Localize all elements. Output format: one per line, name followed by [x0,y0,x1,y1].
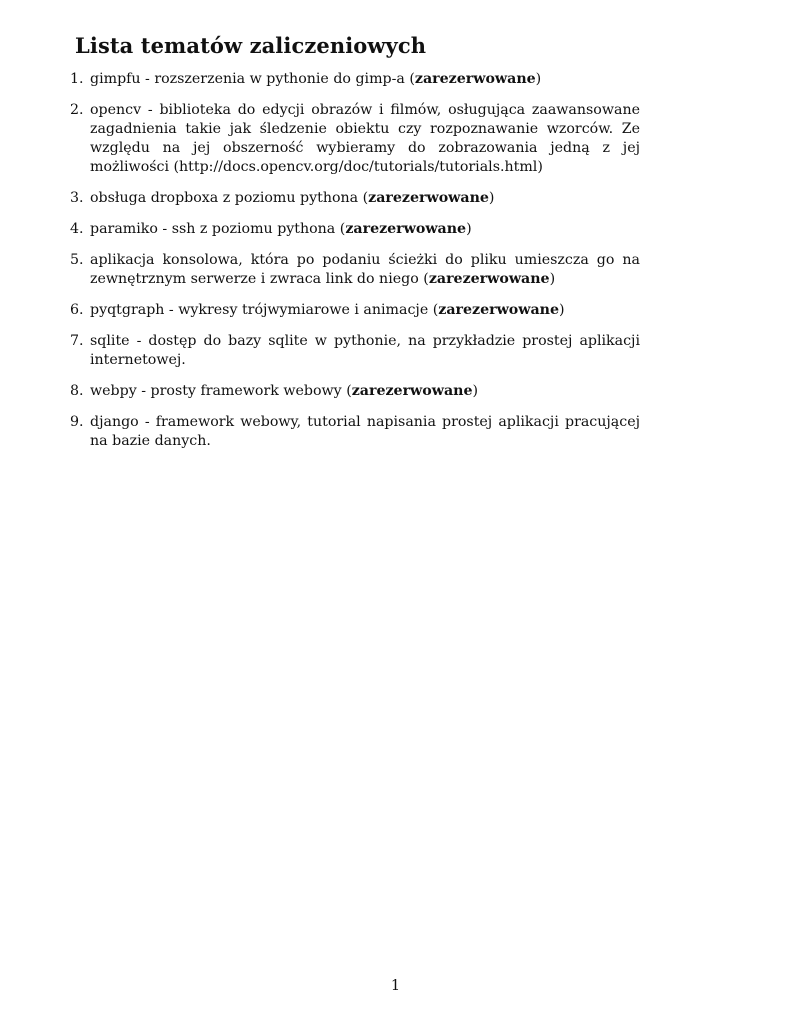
topic-description: aplikacja konsolowa, która po podaniu ścieżki do pliku umieszcza go na zewnętrznym serwerze i zwraca link do niego [90,252,640,287]
topic-item-6 [0,301,640,320]
topic-description: obsługa dropboxa z poziomu pythona [90,190,359,206]
reserved-label: zarezerwowane [351,383,473,399]
reserved-label: zarezerwowane [368,190,489,206]
topic-item-4 [0,220,640,239]
topic-number: 4. [70,221,84,237]
topic-number: 8. [70,383,84,399]
topic-description: opencv - biblioteka do edycji obrazów i filmów, osługująca zaawansowane zagadnienia takie jak śledzenie obiektu czy rozpoznawanie wzorców. Ze względu na jej obszerność wybieramy do zobrazowania jedną z jej możliwości (http://docs.opencv.org/doc/tutorials/tutorials.html) [90,102,640,175]
reserved-note: (zarezerwowane) [423,271,556,287]
topic-description: django - framework webowy, tutorial napisania prostej aplikacji pracującej na bazie danych. [90,414,640,449]
topic-text [90,413,640,451]
topic-text [90,382,640,401]
topic-description: paramiko - ssh z poziomu pythona [90,221,336,237]
reserved-label: zarezerwowane [438,302,560,318]
topic-item-1 [0,70,640,89]
reserved-note: (zarezerwowane) [432,302,565,318]
topic-text [90,332,640,370]
topic-number: 1. [70,71,84,87]
page-title: Lista tematów zaliczeniowych [75,33,427,58]
topic-number: 3. [70,190,84,206]
topic-item-7 [0,332,640,370]
topic-description: webpy - prosty framework webowy [90,383,342,399]
topic-text [90,101,640,177]
reserved-note: (zarezerwowane) [362,190,495,206]
topic-number: 5. [70,252,84,268]
topic-item-5 [0,251,640,289]
topic-text [90,189,640,208]
reserved-label: zarezerwowane [345,221,467,237]
topic-text [90,251,640,289]
topic-text [90,301,640,320]
topic-number: 7. [70,333,84,349]
topic-number: 9. [70,414,84,430]
topic-list [0,70,791,463]
reserved-note: (zarezerwowane) [346,383,479,399]
topic-description: sqlite - dostęp do bazy sqlite w pythonie, na przykładzie prostej aplikacji internetowej. [90,333,640,368]
topic-item-8 [0,382,640,401]
topic-number: 6. [70,302,84,318]
reserved-note: (zarezerwowane) [409,71,542,87]
topic-item-9 [0,413,640,451]
topic-text [90,70,640,89]
topic-text [90,220,640,239]
topic-description: gimpfu - rozszerzenia w pythonie do gimp-a [90,71,405,87]
topic-number: 2. [70,102,84,118]
topic-item-2 [0,101,640,177]
reserved-label: zarezerwowane [428,271,550,287]
reserved-label: zarezerwowane [414,71,536,87]
page-number: 1 [390,978,401,994]
topic-description: pyqtgraph - wykresy trójwymiarowe i animacje [90,302,429,318]
reserved-note: (zarezerwowane) [339,221,472,237]
topic-item-3 [0,189,640,208]
